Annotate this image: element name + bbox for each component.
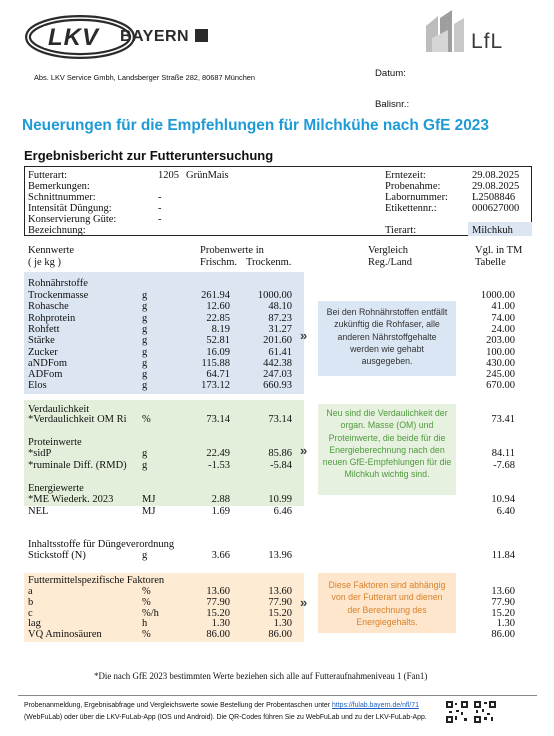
rohnaehrstoffe-note: Bei den Rohnährstoffen entfällt zukünftig die Rohfaser, alle anderen Nährstoffgehalte werden wie gehabt ausgegeben. — [318, 301, 456, 376]
rohnaehrstoffe-row-unit: g — [142, 357, 148, 369]
rohnaehrstoffe-row-tm: 87.23 — [268, 312, 292, 324]
erntezeit-value: 29.08.2025 — [472, 170, 520, 181]
faktoren-row-fm: 1.30 — [211, 618, 230, 630]
rohnaehrstoffe-row-unit: g — [142, 346, 148, 358]
faktoren-row-tm: 86.00 — [268, 629, 292, 641]
report-title: Ergebnisbericht zur Futteruntersuchung — [24, 148, 274, 163]
rohnaehrstoffe-row-fm: 261.94 — [201, 290, 230, 301]
protein-row-fm: 22.49 — [206, 448, 230, 459]
rohnaehrstoffe-row-fm: 16.09 — [206, 346, 230, 358]
konservierung-value: - — [158, 214, 162, 225]
faktoren-row-unit: %/h — [142, 607, 159, 619]
rohnaehrstoffe-row-tm: 442.38 — [263, 357, 292, 369]
rohnaehrstoffe-row-name: ADFom — [28, 369, 63, 381]
faktoren-arrow-icon: » — [300, 595, 305, 610]
energie-row-tab: 10.94 — [491, 494, 515, 505]
info-box — [24, 166, 532, 236]
rohnaehrstoffe-row-fm: 8.19 — [211, 323, 230, 335]
protein-row-name: *ruminale Diff. (RMD) — [28, 459, 127, 471]
col-je-kg: ( je kg ) — [28, 257, 61, 268]
futterart-code: 1205 — [158, 170, 179, 181]
verdaulichkeit-row-unit: % — [142, 414, 151, 425]
rohnaehrstoffe-heading: Rohnährstoffe — [28, 278, 88, 289]
rohnaehrstoffe-row-unit: g — [142, 335, 148, 347]
rohnaehrstoffe-row-fm: 22.85 — [206, 312, 230, 324]
probenahme-value: 29.08.2025 — [472, 181, 520, 192]
faktoren-row-name: a — [28, 586, 33, 597]
stickstoff-tm: 13.96 — [268, 550, 292, 561]
rohnaehrstoffe-row-tm: 48.10 — [268, 301, 292, 313]
probenahme-label: Probenahme: — [385, 181, 441, 192]
protein-row-tm: -5.84 — [270, 459, 292, 471]
rohnaehrstoffe-row-fm: 115.88 — [201, 357, 230, 369]
labornummer-label: Labornummer: — [385, 192, 448, 203]
lkv-logo-prefix: LKV — [48, 24, 99, 51]
faktoren-row-fm: 86.00 — [206, 629, 230, 641]
rohnaehrstoffe-row-name: Trockenmasse — [28, 290, 89, 301]
konservierung-label: Konservierung Güte: — [28, 214, 117, 225]
energie-row-fm: 1.69 — [211, 505, 230, 517]
footer-line-1 — [24, 701, 419, 710]
balisnr-label: Balisnr.: — [375, 99, 410, 110]
faktoren-row-tab: 1.30 — [496, 618, 515, 630]
protein-row-name: *sidP — [28, 448, 52, 459]
bemerkungen-label: Bemerkungen: — [28, 181, 90, 192]
lfl-logo-text: LfL — [471, 30, 504, 53]
futterart-name: GrünMais — [186, 170, 229, 181]
rohnaehrstoffe-row-name: Rohfett — [28, 323, 60, 335]
schnittnummer-value: - — [158, 192, 162, 203]
rohnaehrstoffe-row-tm: 61.41 — [268, 346, 292, 358]
verdaulichkeit-heading: Verdaulichkeit — [28, 404, 90, 415]
lkv-logo — [24, 14, 214, 60]
footer-line-1-text: Probenanmeldung, Ergebnisabfrage und Vergleichswerte sowie Bestellung der Probentaschen unter — [24, 702, 332, 709]
verdaulichkeit-row-tab: 73.41 — [491, 414, 515, 425]
faktoren-note: Diese Faktoren sind abhängig von der Futterart und dienen der Berechnung des Energiegehalts. — [318, 573, 456, 633]
lkv-square-icon — [195, 29, 208, 42]
rohnaehrstoffe-row-tm: 1000.00 — [257, 290, 292, 301]
rohnaehrstoffe-row-name: Elos — [28, 380, 47, 392]
footnote: *Die nach GfE 2023 bestimmten Werte beziehen sich alle auf Futteraufnahmeniveau 1 (Fan1) — [94, 671, 428, 681]
lfl-logo — [424, 8, 520, 60]
main-title: Neuerungen für die Empfehlungen für Milchkühe nach GfE 2023 — [22, 117, 489, 134]
faktoren-row-tm: 77.90 — [268, 596, 292, 608]
protein-row-unit: g — [142, 448, 148, 459]
faktoren-row-tm: 1.30 — [273, 618, 292, 630]
tierart-value: Milchkuh — [472, 225, 513, 236]
energie-row-unit: MJ — [142, 505, 156, 517]
faktoren-heading: Futtermittelspezifische Faktoren — [28, 575, 165, 586]
faktoren-row-tab: 13.60 — [491, 586, 515, 597]
col-reg-land: Reg./Land — [368, 257, 413, 268]
rohnaehrstoffe-row-name: Zucker — [28, 346, 58, 358]
sender-address: Abs. LKV Service Gmbh, Landsberger Straße 282, 80687 München — [34, 73, 256, 82]
stickstoff-tab: 11.84 — [491, 550, 515, 561]
faktoren-row-unit: h — [142, 618, 148, 630]
footer-line-2: (WebFuLab) oder über die LKV-FuLab-App (IOS und Android). Die QR-Codes führen Sie zu WebFuLab und zu der LKV-FuLab-App. — [24, 714, 427, 721]
tierart-label: Tierart: — [385, 225, 417, 236]
rohnaehrstoffe-row-unit: g — [142, 312, 148, 324]
rohnaehrstoffe-arrow-icon: » — [300, 328, 305, 343]
faktoren-row-name: lag — [28, 618, 41, 630]
protein-row-tm: 85.86 — [268, 448, 292, 459]
rohnaehrstoffe-row-tab: 74.00 — [491, 312, 515, 324]
etikettennr-label: Etikettennr.: — [385, 203, 437, 214]
footer-divider — [18, 695, 537, 696]
stickstoff-name: Stickstoff (N) — [28, 550, 86, 561]
faktoren-row-fm: 77.90 — [206, 596, 230, 608]
footer-link[interactable]: https://fulab.bayern.de/nfl/71 — [331, 702, 419, 709]
faktoren-row-tab: 77.90 — [491, 596, 515, 608]
lkv-logo-word: BAYERN — [120, 28, 190, 45]
duengeverordnung-heading: Inhaltsstoffe für Düngeverordnung — [28, 539, 175, 550]
verdaulichkeit-row-tm: 73.14 — [268, 414, 292, 425]
rohnaehrstoffe-row-unit: g — [142, 380, 148, 392]
rohnaehrstoffe-row-name: Rohasche — [28, 301, 69, 313]
verdaulichkeit-row-fm: 73.14 — [206, 414, 230, 425]
rohnaehrstoffe-row-name: Rohprotein — [28, 312, 76, 324]
rohnaehrstoffe-row-name: Stärke — [28, 335, 55, 347]
rohnaehrstoffe-row-tm: 247.03 — [263, 369, 292, 381]
faktoren-row-name: b — [28, 596, 34, 608]
stickstoff-fm: 3.66 — [211, 550, 230, 561]
energie-row-tab: 6.40 — [496, 505, 515, 517]
energie-row-name: NEL — [28, 505, 49, 517]
intensitaet-label: Intensität Düngung: — [28, 203, 112, 214]
col-vergleich: Vergleich — [368, 245, 409, 256]
stickstoff-unit: g — [142, 550, 148, 561]
futterart-label: Futterart: — [28, 170, 68, 181]
erntezeit-label: Erntezeit: — [385, 170, 426, 181]
energiewerte-heading: Energiewerte — [28, 483, 84, 494]
faktoren-row-unit: % — [142, 586, 151, 597]
rohnaehrstoffe-row-tab: 24.00 — [491, 323, 515, 335]
labornummer-value: L2508846 — [472, 192, 516, 203]
rohnaehrstoffe-row-unit: g — [142, 301, 148, 313]
energie-row-tm: 6.46 — [273, 505, 292, 517]
datum-label: Datum: — [375, 68, 406, 79]
rohnaehrstoffe-row-fm: 173.12 — [201, 380, 230, 392]
lfl-building-icon — [424, 8, 468, 56]
proteinwerte-heading: Proteinwerte — [28, 437, 82, 448]
protein-row-fm: -1.53 — [208, 459, 230, 471]
faktoren-row-tm: 15.20 — [268, 607, 292, 619]
col-kennwerte: Kennwerte — [28, 245, 75, 256]
faktoren-row-unit: % — [142, 629, 151, 641]
rohnaehrstoffe-row-unit: g — [142, 290, 148, 301]
rohnaehrstoffe-row-tm: 201.60 — [263, 335, 292, 347]
rohnaehrstoffe-row-tab: 1000.00 — [480, 290, 515, 301]
rohnaehrstoffe-row-name: aNDFom — [28, 357, 68, 369]
rohnaehrstoffe-row-tab: 245.00 — [486, 369, 515, 381]
schnittnummer-label: Schnittnummer: — [28, 192, 96, 203]
intensitaet-value: - — [158, 203, 162, 214]
rohnaehrstoffe-row-unit: g — [142, 369, 148, 381]
rohnaehrstoffe-row-tm: 31.27 — [268, 323, 292, 335]
energie-row-tm: 10.99 — [268, 494, 292, 505]
faktoren-row-fm: 13.60 — [206, 586, 230, 597]
col-frischm: Frischm. — [200, 257, 238, 268]
rohnaehrstoffe-row-tab: 203.00 — [486, 335, 515, 347]
faktoren-row-fm: 15.20 — [206, 607, 230, 619]
faktoren-row-name: c — [28, 607, 33, 619]
rohnaehrstoffe-row-unit: g — [142, 323, 148, 335]
col-probenwerte: Probenwerte in — [200, 245, 264, 256]
energie-row-fm: 2.88 — [211, 494, 230, 505]
faktoren-row-name: VQ Aminosäuren — [28, 629, 102, 641]
verdaulichkeit-row-name: *Verdaulichkeit OM Ri — [28, 414, 127, 425]
protein-row-unit: g — [142, 459, 148, 471]
rohnaehrstoffe-row-tab: 41.00 — [491, 301, 515, 313]
rohnaehrstoffe-row-tab: 670.00 — [486, 380, 515, 392]
energie-row-name: *ME Wiederk. 2023 — [28, 494, 114, 505]
qr-code-webfulab-icon[interactable] — [446, 701, 468, 723]
faktoren-row-tm: 13.60 — [268, 586, 292, 597]
rohnaehrstoffe-row-tab: 430.00 — [486, 357, 515, 369]
etikettennr-value: 000627000 — [472, 203, 520, 214]
protein-row-tab: -7.68 — [493, 459, 515, 471]
col-vgl-tm: Vgl. in TM — [475, 245, 523, 256]
protein-row-tab: 84.11 — [491, 448, 515, 459]
rohnaehrstoffe-row-tab: 100.00 — [486, 346, 515, 358]
col-trockenm: Trockenm. — [246, 257, 292, 268]
faktoren-row-tab: 86.00 — [491, 629, 515, 641]
rohnaehrstoffe-row-fm: 12.60 — [206, 301, 230, 313]
bezeichnung-label: Bezeichnung: — [28, 225, 86, 236]
faktoren-row-tab: 15.20 — [491, 607, 515, 619]
verdaulichkeit-note: Neu sind die Verdaulichkeit der organ. Masse (OM) und Proteinwerte, die beide für die Energieberechnung nach den neuen GfE-Empfehlungen für die Milchkuh wichtig sind. — [318, 404, 456, 495]
rohnaehrstoffe-row-fm: 52.81 — [206, 335, 230, 347]
rohnaehrstoffe-row-tm: 660.93 — [263, 380, 292, 392]
energie-row-unit: MJ — [142, 494, 156, 505]
faktoren-row-unit: % — [142, 596, 151, 608]
verdaulichkeit-arrow-icon: » — [300, 443, 305, 458]
rohnaehrstoffe-row-fm: 64.71 — [206, 369, 230, 381]
qr-code-app-icon[interactable] — [474, 701, 496, 723]
col-tabelle: Tabelle — [475, 257, 506, 268]
